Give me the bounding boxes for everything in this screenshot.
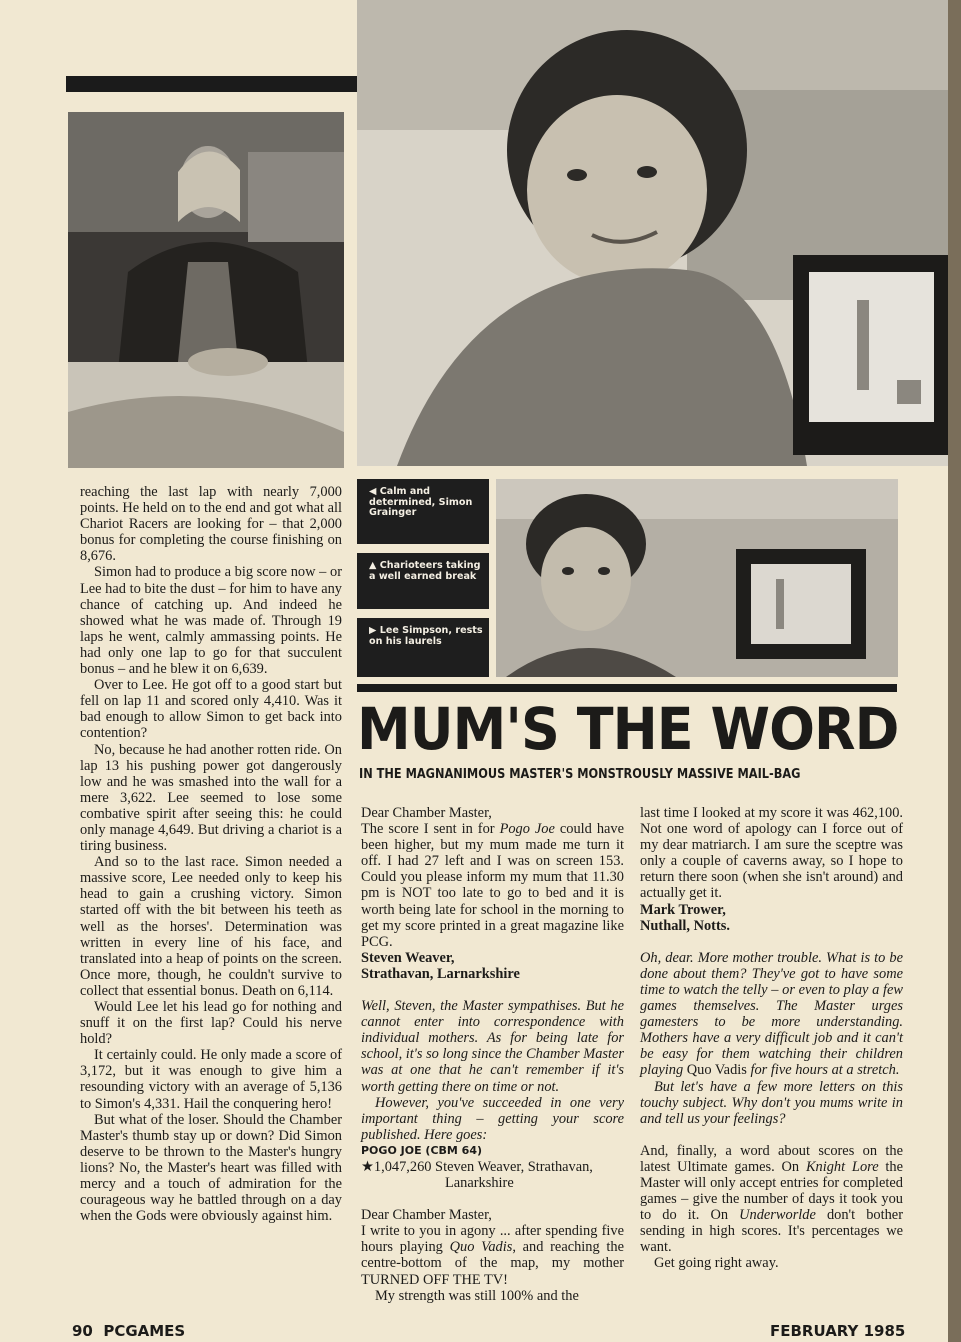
paragraph: reaching the last lap with nearly 7,000 points. He held on to the end and got what all Chariot Racers are looking for – that 2,000 bonus for completing the course finishing on 8,676. <box>80 484 342 565</box>
photo-simon-grainger <box>357 0 948 466</box>
middle-column-letters <box>361 805 624 1304</box>
headline-rule <box>357 684 897 692</box>
signature-place: Strathavan, Larnarkshire <box>361 965 520 982</box>
issue-date: FEBRUARY 1985 <box>770 1322 906 1340</box>
letter-body: last time I looked at my score it was 462,100. Not one word of apology can I force out of my dear matriarch. I am sure the sceptre was only a couple of caverns away, so I hope to return there soon (when she isn't around) and actually get it. <box>640 805 903 902</box>
page-number: 90 <box>72 1322 93 1340</box>
footer-left <box>72 1322 185 1340</box>
letter-body: I write to you in agony ... after spending five hours playing Quo Vadis, and reaching the centre-bottom of the map, my mother TURNED OFF THE TV! <box>361 1223 624 1288</box>
paragraph: Would Lee let his lead go for nothing and snuff it on the first lap? Could his nerve hold? <box>80 999 342 1048</box>
score-entry: ★1,047,260 Steven Weaver, Strathavan, <box>361 1158 593 1175</box>
paragraph: No, because he had another rotten ride. On lap 13 his pushing power got dangerously low and he was smashed into the wall for a mere 3,622. Lee seemed to lose some combative spirit after seeing this: he could only manage 4,649. But driving a chariot is a tiring business. <box>80 741 342 855</box>
paragraph: It certainly could. He only made a score of 3,172, but it was enough to give him a resounding victory with an average of 5,136 to Simon's 4,331. Hail the conquering hero! <box>80 1047 342 1112</box>
letter-body: The score I sent in for Pogo Joe could have been higher, but my mum made me turn it off. I had 27 left and I was on screen 153. Could you please inform my mum that 11.30 pm is NOT too late to go to bed and it is worth being late for school in the morning to get my score printed in a great magazine like PCG. <box>361 821 624 950</box>
closing-line: Get going right away. <box>654 1255 779 1272</box>
page-edge-shadow <box>948 0 961 1342</box>
master-reply: Oh, dear. More mother trouble. What is to be done about them? They've got to have some time to watch the telly – or even to play a few games themselves. The Master urges gamesters to be more understanding. Mothers have a very difficult job and it can't be easy for them watching their children playing Quo Vadis for five hours at a stretch. <box>640 949 903 1079</box>
headline: MUM'S THE WORD <box>357 695 899 763</box>
closing-note: And, finally, a word about scores on the latest Ultimate games. On Knight Lore the Master will only accept entries for completed games – give the number of days it took you to do it. On Underworlde don't bother sending in high scores. It's percentages we want. <box>640 1142 903 1256</box>
caption-charioteers: ▲ Charioteers taking a well earned break <box>357 553 489 609</box>
letter-body: My strength was still 100% and the <box>375 1287 579 1304</box>
caption-lee: ▶ Lee Simpson, rests on his laurels <box>357 618 489 677</box>
subheadline: IN THE MAGNANIMOUS MASTER'S MONSTROUSLY MASSIVE MAIL-BAG <box>359 767 801 782</box>
paragraph: Simon had to produce a big score now – or Lee had to bite the dust – for him to have any chance of catching up. And indeed he showed what he was made of. Through 19 laps he went, calmly ammassing points. He had only one lap to go for that succulent bonus – and he blew it on 6,639. <box>80 564 342 678</box>
master-reply: Well, Steven, the Master sympathises. But he cannot enter into correspondence with individual mothers. As for being late for school, it's so long since the Chamber Master was at one that he can't remember if it's worth getting there on time or not. <box>361 998 624 1095</box>
score-heading: POGO JOE (CBM 64) <box>361 1143 483 1157</box>
header-rule <box>66 76 358 92</box>
salutation: Dear Chamber Master, <box>361 805 492 821</box>
signature-name: Steven Weaver, <box>361 949 455 966</box>
signature-place: Nuthall, Notts. <box>640 917 730 934</box>
left-column-article <box>80 484 342 1224</box>
master-reply: But let's have a few more letters on this touchy subject. Why don't you mums write in and tell us your feelings? <box>640 1078 903 1127</box>
magazine-name: PCGAMES <box>103 1322 186 1340</box>
right-column-letters <box>640 805 903 1272</box>
paragraph: And so to the last race. Simon needed a massive score, Lee needed only to keep his head to gain a crushing victory. Simon started off with the bit between his teeth as well as the horses'. Determination was written in every line of his face, and translated into a heap of points on the screen. Once more, though, he couldn't survive to collect that essential bonus. Death on 6,114. <box>80 854 342 999</box>
photo-lee-simpson <box>68 112 344 468</box>
paragraph: Over to Lee. He got off to a good start but fell on lap 11 and scored only 4,410. Was it bad enough to allow Simon to get back into contention? <box>80 677 342 742</box>
salutation: Dear Chamber Master, <box>361 1207 492 1224</box>
paragraph: But what of the loser. Should the Chamber Master's thumb stay up or down? Did Simon deserve to be thrown to the Master's hungry lions? No, the Master's heart was filled with mercy and a touch of admiration for the courageous way he battled through on a day when the Gods were obviously against him. <box>80 1111 342 1225</box>
signature-name: Mark Trower, <box>640 901 726 918</box>
score-entry-place: Lanarkshire <box>445 1175 514 1192</box>
photo-charioteers <box>496 479 898 677</box>
caption-simon: ◀ Calm and determined, Simon Grainger <box>357 479 489 544</box>
master-reply: However, you've succeeded in one very important thing – getting your score published. Here goes: <box>361 1094 624 1143</box>
